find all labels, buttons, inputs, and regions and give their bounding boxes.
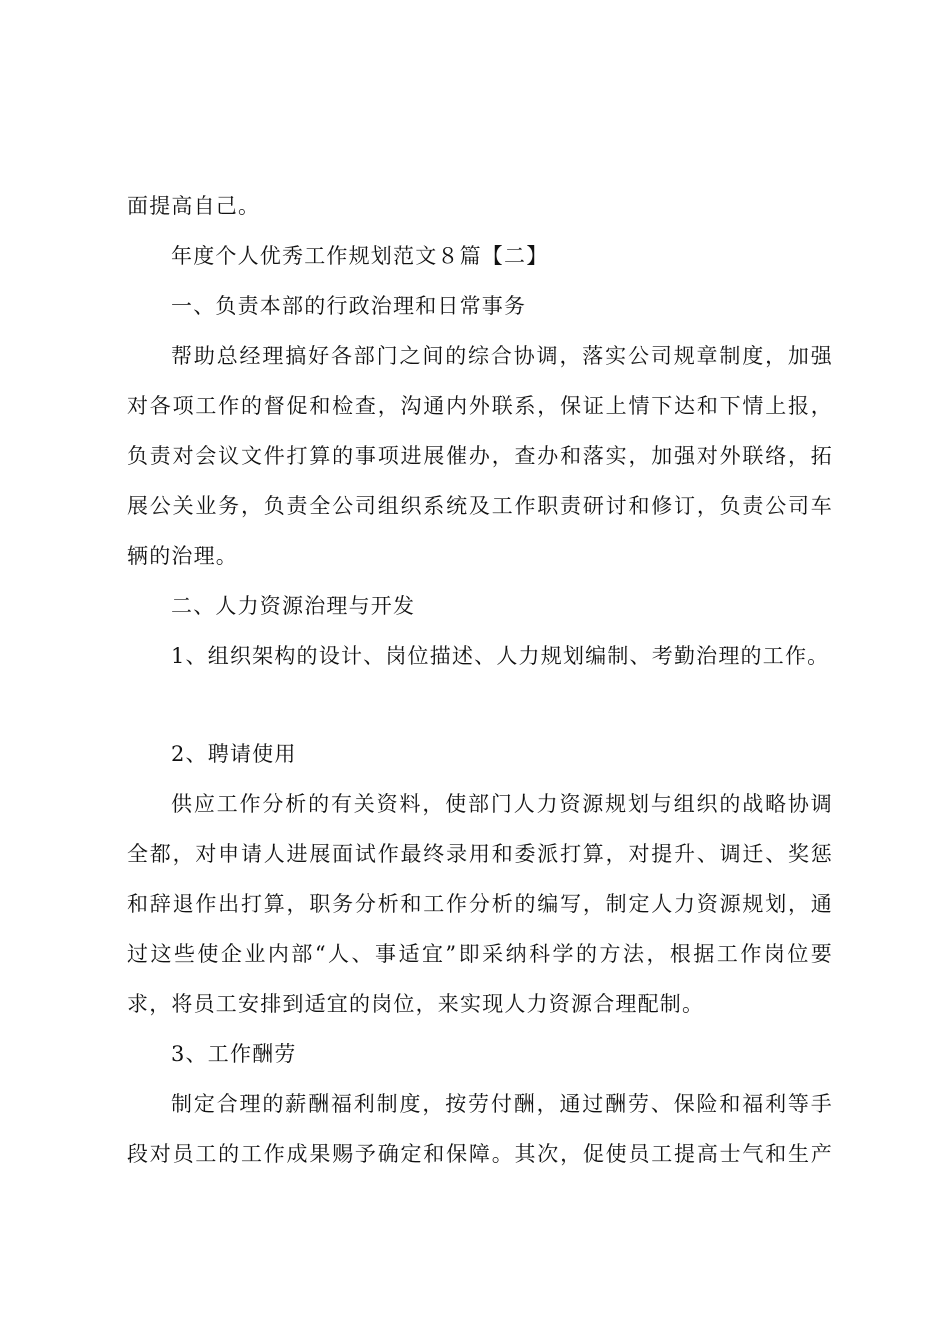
heading-1: 一、负责本部的行政治理和日常事务 <box>171 294 527 318</box>
paragraph-2-line-5: 求，将员工安排到适宜的岗位，来实现人力资源合理配制。 <box>127 992 705 1016</box>
heading-2: 二、人力资源治理与开发 <box>171 594 416 618</box>
paragraph-1-line-4: 展公关业务，负责全公司组织系统及工作职责研讨和修订，负责公司车 <box>127 494 833 518</box>
paragraph-2-line-3: 和辞退作出打算，职务分析和工作分析的编写，制定人力资源规划，通 <box>127 892 833 916</box>
paragraph-1-line-1: 帮助总经理搞好各部门之间的综合协调，落实公司规章制度，加强 <box>171 344 833 368</box>
list-item-1: 1、组织架构的设计、岗位描述、人力规划编制、考勤治理的工作。 <box>171 644 830 668</box>
paragraph-3-line-1: 制定合理的薪酬福利制度，按劳付酬，通过酬劳、保险和福利等手 <box>171 1092 833 1116</box>
paragraph-1-line-2: 对各项工作的督促和检查，沟通内外联系，保证上情下达和下情上报， <box>127 394 833 418</box>
paragraph-2-line-2: 全都，对申请人进展面试作最终录用和委派打算，对提升、调迁、奖惩 <box>127 842 833 866</box>
paragraph-3-line-2: 段对员工的工作成果赐予确定和保障。其次，促使员工提高士气和生产 <box>127 1142 833 1166</box>
paragraph-continuation: 面提高自己。 <box>127 194 261 218</box>
section-title: 年度个人优秀工作规划范文８篇【二】 <box>171 244 549 268</box>
paragraph-1-line-3: 负责对会议文件打算的事项进展催办，查办和落实，加强对外联络，拓 <box>127 444 833 468</box>
paragraph-2-line-4: 过这些使企业内部“人、事适宜”即采纳科学的方法，根据工作岗位要 <box>127 942 833 966</box>
paragraph-1-line-5: 辆的治理。 <box>127 544 238 568</box>
paragraph-2-line-1: 供应工作分析的有关资料，使部门人力资源规划与组织的战略协调 <box>171 792 833 816</box>
list-item-3: 3、工作酬劳 <box>171 1042 297 1066</box>
list-item-2: 2、聘请使用 <box>171 742 297 766</box>
